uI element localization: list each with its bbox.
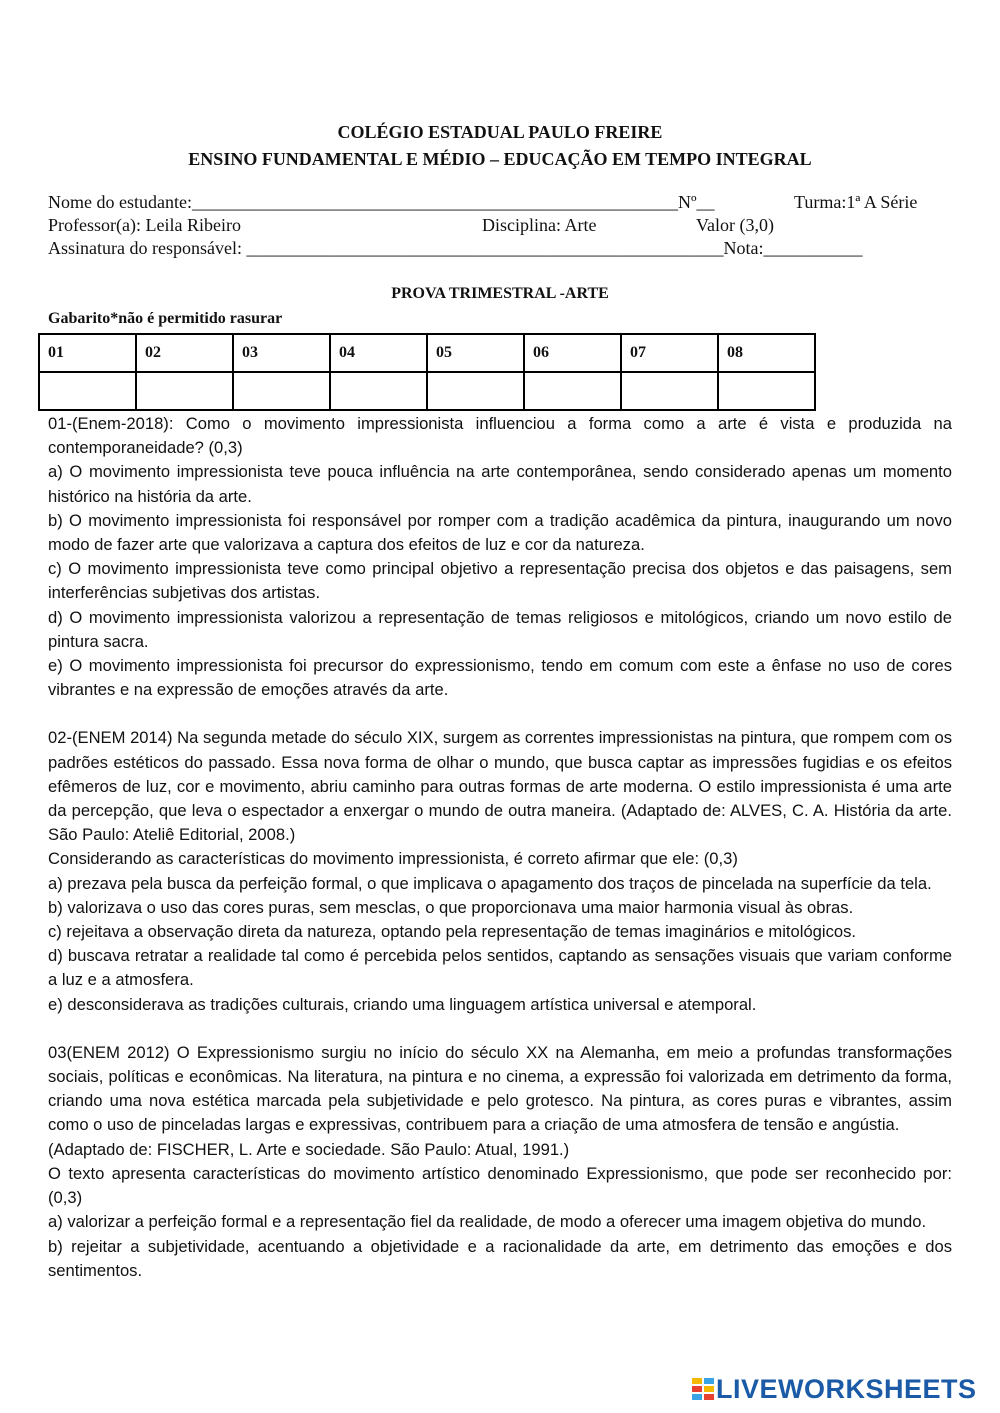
question-03-statement: 03(ENEM 2012) O Expressionismo surgiu no início do século XX na Alemanha, em meio a profundas transformações sociais, políticas e econômicas. Na literatura, na pintura e no cinema, a expressão foi valorizada em detrimento da forma, criando uma nova estética marcada pela subjetividade e pelo grotesco. Na pintura, as cores puras e vibrantes, assim como o uso de pinceladas largas e expressivas, contribuem para a criação de uma atmosfera de tensão e angústia.: [48, 1042, 952, 1135]
question-01-statement: 01-(Enem-2018): Como o movimento impressionista influenciou a forma como a arte é vista e produzida na contemporaneidade? (0,3): [48, 414, 952, 458]
student-name-line: Nome do estudante:______________________________________________________Nº__: [48, 192, 715, 212]
liveworksheets-logo: [692, 1374, 977, 1405]
question-03-prompt: O texto apresenta características do movimento artístico denominado Expressionismo, que pode ser reconhecido por: (0,3): [48, 1163, 952, 1208]
question-02-option-a: a) prezava pela busca da perfeição formal, o que implicava o apagamento dos traços de pincelada na superfície da tela.: [48, 873, 932, 893]
answer-cell-07[interactable]: [621, 372, 718, 410]
question-02-option-e: e) desconsiderava as tradições culturais, criando uma linguagem artística universal e atemporal.: [48, 994, 757, 1014]
answer-number: 04: [330, 334, 427, 372]
school-name: COLÉGIO ESTADUAL PAULO FREIRE: [337, 122, 663, 142]
spacer: [48, 702, 952, 726]
exam-title: PROVA TRIMESTRAL -ARTE: [391, 285, 609, 302]
answer-cell-01[interactable]: [39, 372, 136, 410]
liveworksheets-logo-text: LIVEWORKSHEETS: [716, 1374, 977, 1404]
answer-number: 01: [39, 334, 136, 372]
answer-grid-answers: [39, 372, 815, 410]
valor-label: Valor (3,0): [696, 215, 774, 235]
spacer: [48, 1017, 952, 1041]
professor-label: Professor(a): Leila Ribeiro: [48, 215, 241, 235]
turma-label: Turma:1ª A Série: [794, 192, 918, 212]
answer-number: 08: [718, 334, 815, 372]
questions-section: [48, 412, 952, 1283]
answer-cell-04[interactable]: [330, 372, 427, 410]
answer-cell-05[interactable]: [427, 372, 524, 410]
question-03: [48, 1041, 952, 1283]
question-03-source: (Adaptado de: FISCHER, L. Arte e sociedade. São Paulo: Atual, 1991.): [48, 1139, 570, 1159]
question-01-option-b: b) O movimento impressionista foi responsável por romper com a tradição acadêmica da pintura, inaugurando um novo modo de fazer arte que valorizava a captura dos efeitos de luz e cor da natureza.: [48, 510, 952, 555]
question-01-option-c: c) O movimento impressionista teve como principal objetivo a representação precisa dos objetos e das paisagens, sem interferências subjetivas dos artistas.: [48, 559, 952, 603]
question-02-option-b: b) valorizava o uso das cores puras, sem mesclas, o que proporcionava uma maior harmonia visual às obras.: [48, 897, 854, 917]
question-03-option-b: b) rejeitar a subjetividade, acentuando a objetividade e a racionalidade da arte, em detrimento das emoções e dos sentimentos.: [48, 1236, 952, 1280]
answer-grid-numbers: [39, 334, 815, 372]
gabarito-label: Gabarito*não é permitido rasurar: [48, 310, 283, 327]
answer-number: 02: [136, 334, 233, 372]
question-02-option-d: d) buscava retratar a realidade tal como é percebida pelos sentidos, captando as sensações visuais que variam conforme a luz e a atmosfera.: [48, 946, 952, 990]
school-subtitle: ENSINO FUNDAMENTAL E MÉDIO – EDUCAÇÃO EM TEMPO INTEGRAL: [188, 149, 812, 169]
answer-cell-06[interactable]: [524, 372, 621, 410]
answer-number: 07: [621, 334, 718, 372]
disciplina-label: Disciplina: Arte: [482, 215, 597, 235]
question-03-option-a: a) valorizar a perfeição formal e a representação fiel da realidade, de modo a oferecer uma imagem objetiva do mundo.: [48, 1212, 927, 1232]
question-01-option-e: e) O movimento impressionista foi precursor do expressionismo, tendo em comum com este a ênfase no uso de cores vibrantes e na expressão de emoções através da arte.: [48, 656, 952, 700]
answer-cell-08[interactable]: [718, 372, 815, 410]
question-02-prompt: Considerando as características do movimento impressionista, é correto afirmar que ele: (0,3): [48, 849, 738, 869]
answer-number: 05: [427, 334, 524, 372]
question-01: [48, 412, 952, 702]
answer-cell-03[interactable]: [233, 372, 330, 410]
question-02: [48, 726, 952, 1016]
answer-number: 03: [233, 334, 330, 372]
question-01-option-a: a) O movimento impressionista teve pouca influência na arte contemporânea, sendo considerado apenas um momento histórico na história da arte.: [48, 462, 952, 506]
answer-cell-02[interactable]: [136, 372, 233, 410]
signature-line: Assinatura do responsável: _____________________________________________________Nota:___________: [48, 238, 863, 258]
question-02-option-c: c) rejeitava a observação direta da natureza, optando pela representação de temas imaginários e mitológicos.: [48, 922, 857, 942]
answer-grid: [38, 333, 816, 411]
liveworksheets-logo-icon: [692, 1375, 716, 1405]
question-01-option-d: d) O movimento impressionista valorizou a representação de temas religiosos e mitológicos, criando um novo estilo de pintura sacra.: [48, 607, 952, 651]
question-02-statement: 02-(ENEM 2014) Na segunda metade do século XIX, surgem as correntes impressionistas na pintura, que rompem com os padrões estéticos do passado. Essa nova forma de olhar o mundo, que busca captar as impressões fugidias e os efeitos efêmeros de luz, cor e movimento, abriu caminho para outras formas de arte moderna. O estilo impressionista é uma arte da percepção, que leva o espectador a enxergar o mundo de outra maneira. (Adaptado de: ALVES, C. A. História da arte. São Paulo: Ateliê Editorial, 2008.): [48, 728, 952, 845]
answer-number: 06: [524, 334, 621, 372]
